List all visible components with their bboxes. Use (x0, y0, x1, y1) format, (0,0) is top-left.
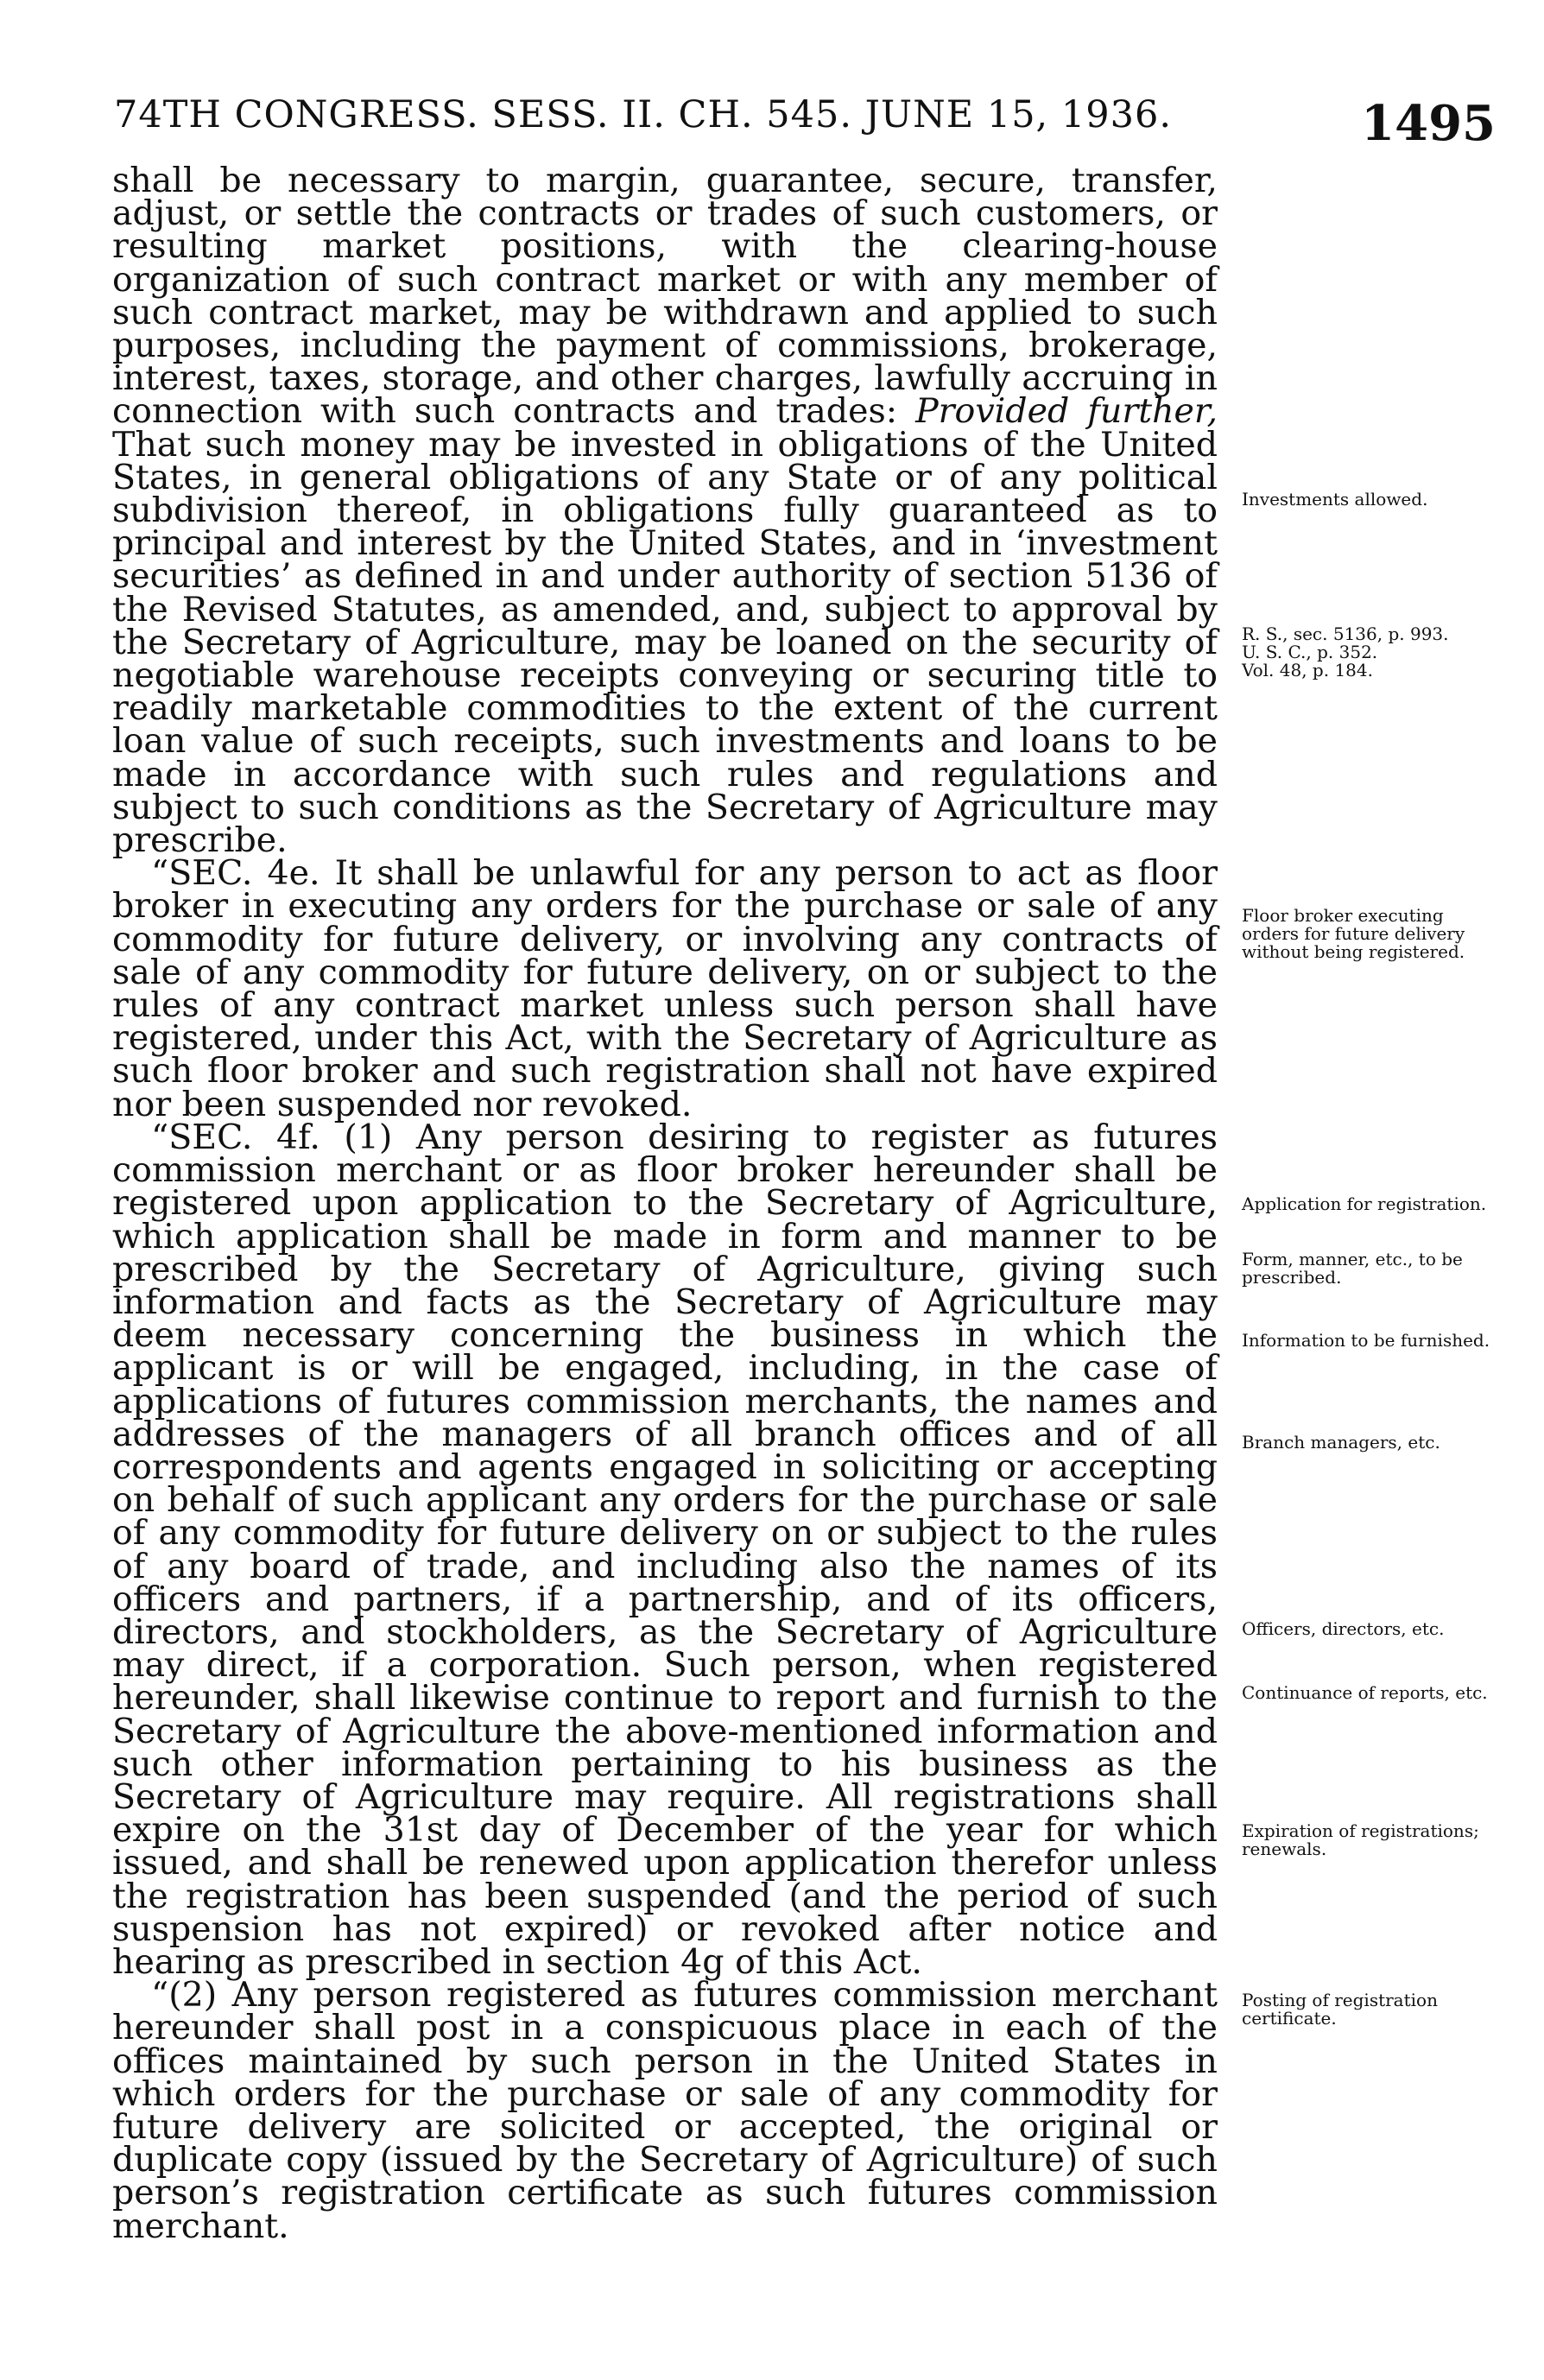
margin-note-posting: Posting of registration certificate. (1242, 1990, 1438, 2029)
section-4f-2-paragraph: “(2) Any person registered as futures commission merchant hereunder shall post in a conspicuous place in each of the offices maintained by such person in the United States in which orders for the purchase or sale of any commodity for future delivery are solicited or accepted, the original or duplicate copy (issued by the Secretary of Agriculture) of such person’s registration certificate as such futures commission merchant. (112, 1975, 1218, 2246)
paragraph-text: That such money may be invested in obligations of the United States, in general obligations of any State or of any political subdivision thereof, in obligations fully guaranteed as to principal and interest by the United States, and in ‘investment securities’ as defined in and under authority of section 5136 of the Revised Statutes, as amended, and, subject to approval by the Secretary of Agriculture, may be loaned on the security of negotiable warehouse receipts conveying or securing title to readily marketable commodities to the extent of the current loan value of such receipts, such investments and loans to be made in accordance with such rules and regulations and subject to such conditions as the Secretary of Agriculture may prescribe. (112, 424, 1218, 861)
margin-note-investments: Investments allowed. (1242, 489, 1428, 510)
margin-note-continuance: Continuance of reports, etc. (1242, 1682, 1488, 1703)
main-text-column (112, 161, 1218, 2246)
paragraph-continuation (112, 161, 1218, 861)
margin-note-citations: R. S., sec. 5136, p. 993. U. S. C., p. 352. Vol. 48, p. 184. (1242, 623, 1449, 680)
page-number: 1495 (1361, 95, 1496, 152)
margin-notes-column (1242, 0, 1501, 2380)
margin-note-expiration: Expiration of registrations; renewals. (1242, 1820, 1479, 1859)
section-4e-paragraph: “SEC. 4e. It shall be unlawful for any person to act as floor broker in executing any orders for the purchase or sale of any commodity for future delivery, or involving any contracts of sale of any commodity for future delivery, on or subject to the rules of any contract market unless such person shall have registered, under this Act, with the Secretary of Agriculture as such floor broker and such registration shall not have expired nor been suspended nor revoked. (112, 853, 1218, 1124)
margin-note-information: Information to be furnished. (1242, 1330, 1490, 1351)
margin-note-form-manner: Form, manner, etc., to be prescribed. (1242, 1249, 1463, 1288)
margin-note-officers: Officers, directors, etc. (1242, 1618, 1445, 1639)
section-4f-1-paragraph: “SEC. 4f. (1) Any person desiring to register as futures commission merchant or as floor broker hereunder shall be registered upon application to the Secretary of Agriculture, which application shall be made in form and manner to be prescribed by the Secretary of Agriculture, giving such information and facts as the Secretary of Agriculture may deem necessary concerning the business in which the applicant is or will be engaged, including, in the case of applications of futures commission merchants, the names and addresses of the managers of all branch offices and of all correspondents and agents engaged in soliciting or accepting on behalf of such applicant any orders for the purchase or sale of any commodity for future delivery on or subject to the rules of any board of trade, and including also the names of its officers and partners, if a partnership, and of its officers, directors, and stockholders, as the Secretary of Agriculture may direct, if a corporation. Such person, when registered hereunder, shall likewise continue to report and furnish to the Secretary of Agriculture the above-mentioned information and such other information pertaining to his business as the Secretary of Agriculture may require. All registrations shall expire on the 31st day of December of the year for which issued, and shall be renewed upon application therefor unless the registration has been suspended (and the period of such suspension has not expired) or revoked after notice and hearing as prescribed in section 4g of this Act. (112, 1117, 1218, 1982)
margin-note-branch-managers: Branch managers, etc. (1242, 1432, 1440, 1453)
proviso-italic: Provided further, (915, 391, 1218, 432)
margin-note-floor-broker: Floor broker executing orders for future delivery without being registered. (1242, 905, 1465, 962)
running-head: 74TH CONGRESS. SESS. II. CH. 545. JUNE 15, 1936. (114, 93, 1172, 136)
paragraph-text: shall be necessary to margin, guarantee, secure, transfer, adjust, or settle the contracts or trades of such customers, or resulting market positions, with the clearing-house organization of such contract market or with any member of such contract market, may be withdrawn and applied to such purposes, including the payment of commissions, brokerage, interest, taxes, storage, and other charges, lawfully accruing in connection with such contracts and trades: (112, 161, 1218, 432)
margin-note-application: Application for registration. (1242, 1193, 1487, 1214)
